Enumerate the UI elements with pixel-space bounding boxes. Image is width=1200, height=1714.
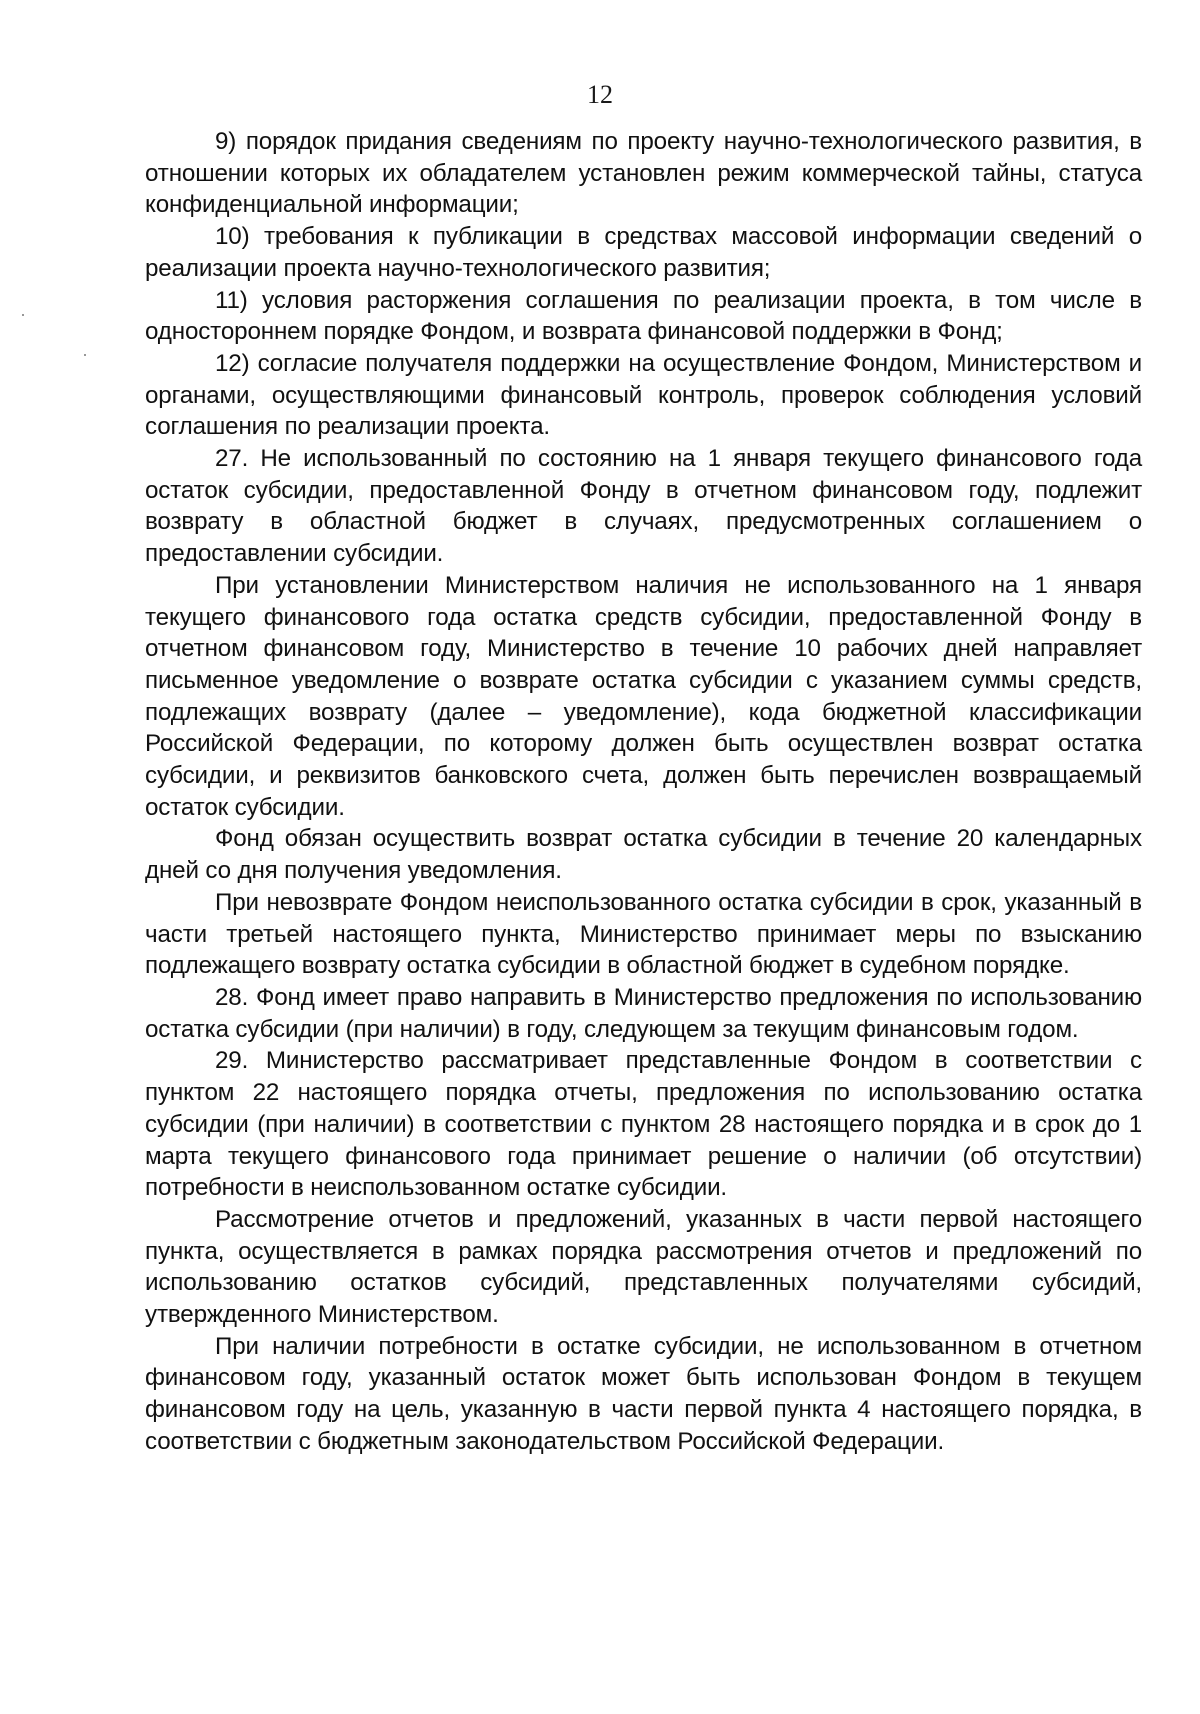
- paragraph-clause-29-part-3: При наличии потребности в остатке субсидии, не использованном в отчетном финансовом году, указанный остаток может быть использован Фондом в текущем финансовом году на цель, указанную в части первой пункта 4 настоящего порядка, в соответствии с бюджетным законодательством Российской Федерации.: [145, 1332, 1142, 1455]
- document-body: [145, 126, 1142, 1458]
- paragraph-item-11: 11) условия расторжения соглашения по реализации проекта, в том числе в одностороннем порядке Фондом, и возврата финансовой поддержки в Фонд;: [145, 286, 1142, 346]
- paragraph-clause-27: 27. Не использованный по состоянию на 1 января текущего финансового года остаток субсидии, предоставленной Фонду в отчетном финансовом году, подлежит возврату в областной бюджет в случаях, предусмотренных соглашением о предоставлении субсидии.: [145, 445, 1142, 568]
- paragraph-item-10: 10) требования к публикации в средствах массовой информации сведений о реализации проекта научно-технологического развития;: [145, 223, 1142, 282]
- paragraph-clause-27-part-3: Фонд обязан осуществить возврат остатка субсидии в течение 20 календарных дней со дня получения уведомления.: [145, 825, 1142, 885]
- margin-speck: [22, 314, 24, 316]
- paragraph-clause-29-part-2: Рассмотрение отчетов и предложений, указанных в части первой настоящего пункта, осуществляется в рамках порядка рассмотрения отчетов и предложений по использованию остатков субсидий, представленных получателями субсидий, утвержденного Министерством.: [145, 1205, 1142, 1329]
- paragraph-clause-27-part-2: При установлении Министерством наличия не использованного на 1 января текущего финансового года остатка средств субсидии, предоставленной Фонду в отчетном финансовом году, Министерство в течение 10 рабочих дней направляет письменное уведомление о возврате остатка субсидии с указанием суммы средств, подлежащих возврату (далее – уведомление), кода бюджетной классификации Российской Федерации, по которому должен быть осуществлен возврат остатка субсидии, и реквизитов банковского счета, должен быть перечислен возвращаемый остаток субсидии.: [145, 571, 1142, 821]
- paragraph-item-12: 12) согласие получателя поддержки на осуществление Фондом, Министерством и органами, осуществляющими финансовый контроль, проверок соблюдения условий соглашения по реализации проекта.: [145, 349, 1142, 441]
- paragraph-item-9: 9) порядок придания сведениям по проекту научно-технологического развития, в отношении которых их обладателем установлен режим коммерческой тайны, статуса конфиденциальной информации;: [145, 128, 1142, 219]
- margin-speck: [84, 354, 86, 356]
- paragraph-clause-28: 28. Фонд имеет право направить в Министерство предложения по использованию остатка субсидии (при наличии) в году, следующем за текущим финансовым годом.: [145, 983, 1142, 1043]
- paragraph-clause-29: 29. Министерство рассматривает представленные Фондом в соответствии с пунктом 22 настоящего порядка отчеты, предложения по использованию остатка субсидии (при наличии) в соответствии с пунктом 28 настоящего порядка и в срок до 1 марта текущего финансового года принимает решение о наличии (об отсутствии) потребности в неиспользованном остатке субсидии.: [145, 1047, 1142, 1202]
- page-number: 12: [587, 80, 613, 109]
- paragraph-clause-27-part-4: При невозврате Фондом неиспользованного остатка субсидии в срок, указанный в части третьей настоящего пункта, Министерство принимает меры по взысканию подлежащего возврату остатка субсидии в областной бюджет в судебном порядке.: [145, 888, 1142, 980]
